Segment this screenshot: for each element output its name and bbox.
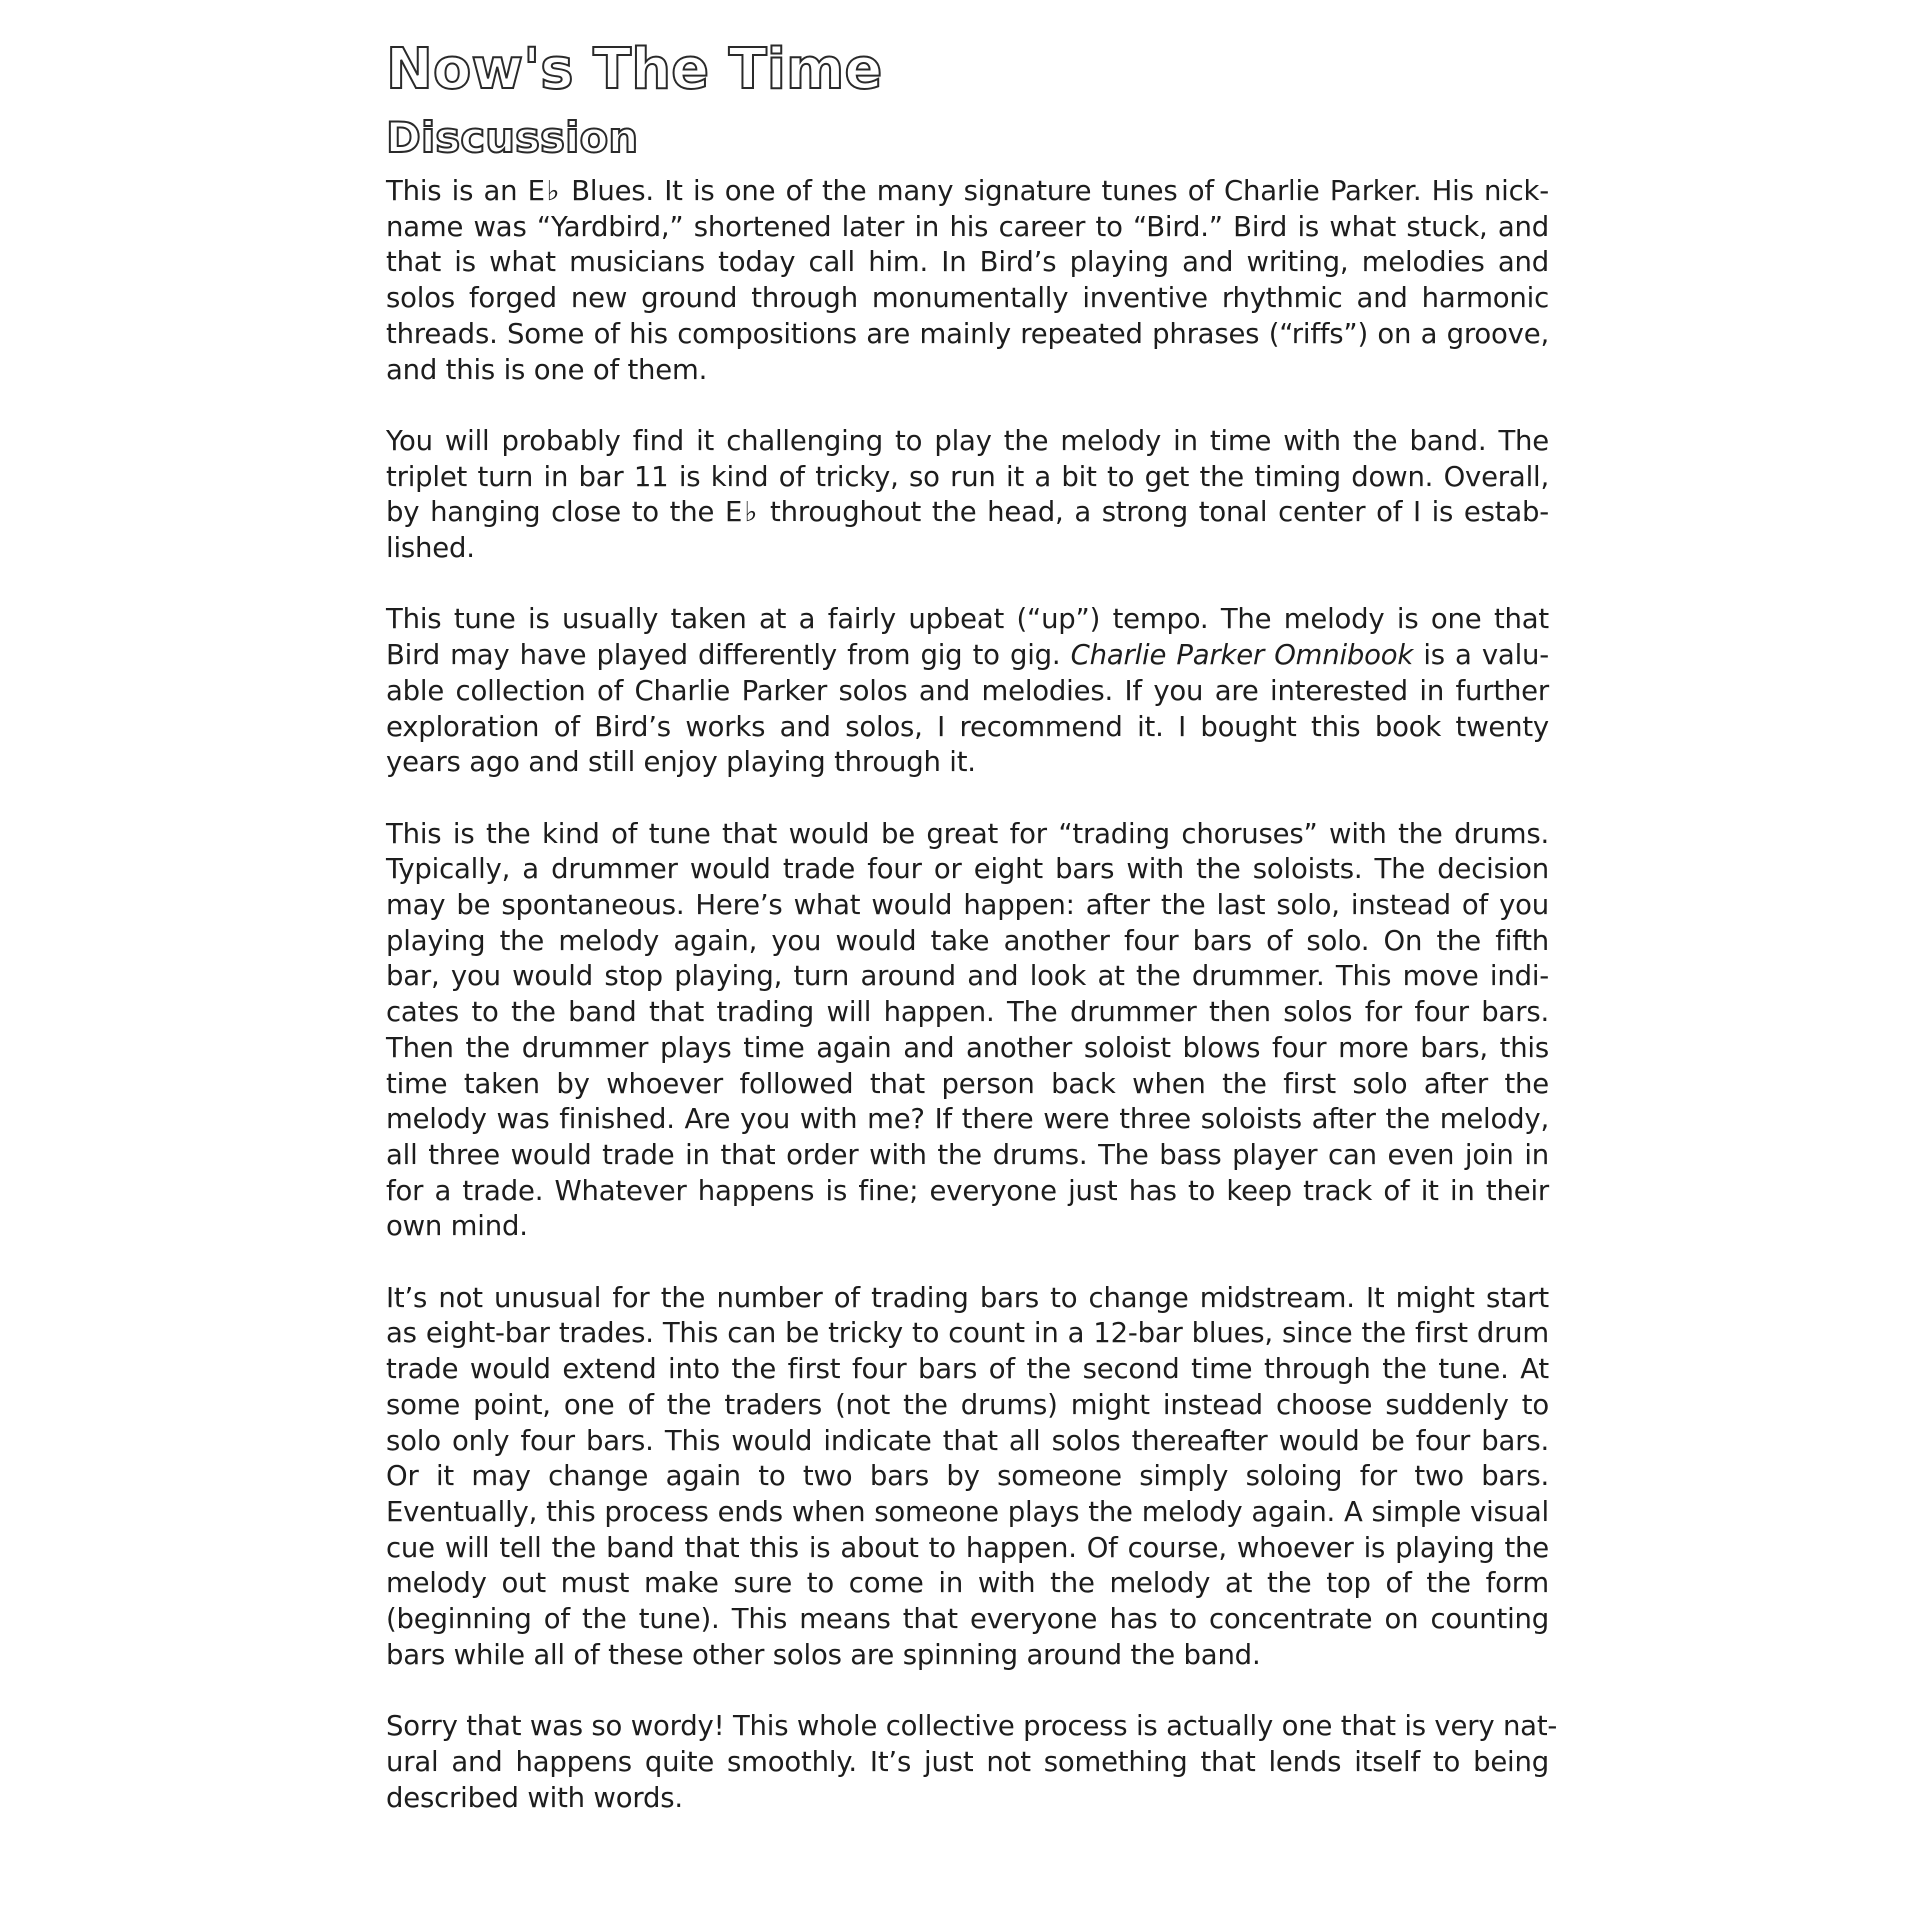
paragraph-1 [386,174,1549,388]
body-text [386,174,1558,1816]
section-heading: Discussion [386,113,639,162]
text-line: This tune is usually taken at a fairly upbeat (“up”) tempo. The melody is one that [386,603,1549,636]
text-line: able collection of Charlie Parker solos and melodies. If you are interested in further [386,674,1549,707]
text-line: Eventually, this process ends when someone plays the melody again. A simple visual [386,1495,1549,1528]
paragraph-3 [386,602,1549,781]
page-title: Now's The Time [386,37,883,102]
text-line: This is the kind of tune that would be great for “trading choruses” with the drums. [386,817,1549,850]
text-line: You will probably find it challenging to play the melody in time with the band. The [386,424,1549,457]
document-page [386,34,1558,1852]
paragraph-5 [386,1281,1549,1674]
text-line: by hanging close to the E♭ throughout the head, a strong tonal center of I is estab- [386,496,1549,529]
text-line: bars while all of these other solos are spinning around the band. [386,1638,1261,1671]
text-line: as eight-bar trades. This can be tricky to count in a 12-bar blues, since the first drum [386,1317,1549,1350]
text-line: Or it may change again to two bars by someone simply soloing for two bars. [386,1460,1549,1493]
text-line: time taken by whoever followed that person back when the first solo after the [386,1067,1549,1100]
text-line: solo only four bars. This would indicate that all solos thereafter would be four bars. [386,1424,1549,1457]
text-line: own mind. [386,1210,528,1243]
text-line: that is what musicians today call him. In Bird’s playing and writing, melodies and [386,246,1549,279]
text-line: solos forged new ground through monumentally inventive rhythmic and harmonic [386,282,1549,315]
paragraph-2 [386,424,1549,567]
paragraph-6 [386,1709,1558,1816]
text-line: and this is one of them. [386,353,708,386]
text-line: exploration of Bird’s works and solos, I recommend it. I bought this book twenty [386,710,1549,743]
paragraph-4 [386,817,1549,1245]
text-line: It’s not unusual for the number of trading bars to change midstream. It might start [386,1281,1549,1314]
text-line [386,638,1549,674]
text-line: Then the drummer plays time again and another soloist blows four more bars, this [386,1031,1549,1064]
text-line: all three would trade in that order with the drums. The bass player can even join in [386,1138,1549,1171]
text-line: This is an E♭ Blues. It is one of the many signature tunes of Charlie Parker. His nick- [386,175,1549,207]
text-line: ural and happens quite smoothly. It’s just not something that lends itself to being [386,1745,1549,1778]
text-line: triplet turn in bar 11 is kind of tricky, so run it a bit to get the timing down. Overall, [386,460,1549,493]
book-title: Charlie Parker Omnibook [1070,639,1414,672]
text-line: threads. Some of his compositions are mainly repeated phrases (“riffs”) on a groove, [386,317,1549,350]
text-line: (beginning of the tune). This means that everyone has to concentrate on counting [386,1603,1549,1636]
text-line: years ago and still enjoy playing through it. [386,746,976,779]
text-line: melody out must make sure to come in with the melody at the top of the form [386,1567,1549,1600]
text-line: for a trade. Whatever happens is fine; everyone just has to keep track of it in their [386,1174,1549,1207]
text-line: trade would extend into the first four bars of the second time through the tune. At [386,1353,1549,1386]
text-segment: Bird may have played differently from gig to gig. [386,639,1071,672]
text-line: bar, you would stop playing, turn around and look at the drummer. This move indi- [386,960,1549,993]
text-line: cue will tell the band that this is about to happen. Of course, whoever is playing the [386,1531,1549,1564]
text-line: Sorry that was so wordy! This whole collective process is actually one that is very nat- [386,1710,1558,1743]
text-line: Typically, a drummer would trade four or eight bars with the soloists. The decision [386,853,1549,886]
text-line: described with words. [386,1781,683,1814]
text-line: lished. [386,532,475,565]
text-segment: is a valu- [1413,639,1549,672]
text-line: some point, one of the traders (not the drums) might instead choose suddenly to [386,1388,1549,1421]
text-line: may be spontaneous. Here’s what would happen: after the last solo, instead of you [386,889,1549,922]
text-line: name was “Yardbird,” shortened later in his career to “Bird.” Bird is what stuck, and [386,210,1549,243]
text-line: playing the melody again, you would take another four bars of solo. On the fifth [386,924,1549,957]
text-line: cates to the band that trading will happen. The drummer then solos for four bars. [386,996,1549,1029]
text-line: melody was finished. Are you with me? If there were three soloists after the melody, [386,1103,1549,1136]
